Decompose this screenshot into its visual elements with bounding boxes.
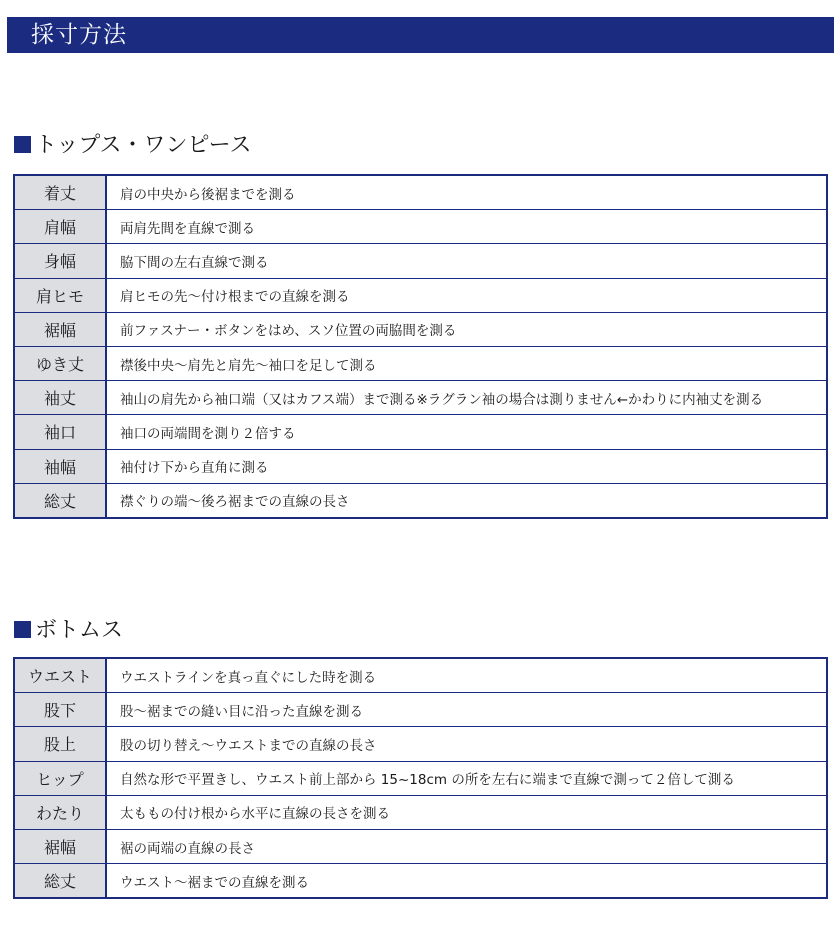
measurement-description: 前ファスナー・ボタンをはめ、スソ位置の両脇間を測る <box>106 312 827 346</box>
measurement-item-label: 袖幅 <box>14 449 106 483</box>
measurement-item-label: ウエスト <box>14 658 106 693</box>
table-row <box>14 278 827 312</box>
tops-table-body <box>14 175 827 518</box>
measurement-description: 肩の中央から後裾までを測る <box>106 175 827 210</box>
measurement-description: 袖山の肩先から袖口端（又はカフス端）まで測る※ラグラン袖の場合は測りません←かわりに内袖丈を測る <box>106 381 827 415</box>
measurement-item-label: わたり <box>14 795 106 829</box>
bottoms-heading-label: ボトムス <box>35 618 124 643</box>
table-row <box>14 829 827 863</box>
table-row <box>14 381 827 415</box>
measurement-description: 袖付け下から直角に測る <box>106 449 827 483</box>
bottoms-table-body <box>14 658 827 898</box>
table-row <box>14 795 827 829</box>
measurement-item-label: 身幅 <box>14 244 106 278</box>
tops-measurement-table <box>13 174 828 519</box>
table-row <box>14 175 827 210</box>
measurement-description: 袖口の両端間を測り２倍する <box>106 415 827 449</box>
measurement-description: 股の切り替え～ウエストまでの直線の長さ <box>106 727 827 761</box>
table-row <box>14 415 827 449</box>
measurement-item-label: ゆき丈 <box>14 346 106 380</box>
measurement-item-label: 肩幅 <box>14 210 106 244</box>
measurement-item-label: 股下 <box>14 693 106 727</box>
tops-heading-label: トップス・ワンピース <box>35 133 252 158</box>
table-row <box>14 244 827 278</box>
table-row <box>14 483 827 518</box>
table-row <box>14 864 827 899</box>
table-row <box>14 761 827 795</box>
measurement-item-label: 着丈 <box>14 175 106 210</box>
table-row <box>14 693 827 727</box>
measurement-description: 太ももの付け根から水平に直線の長さを測る <box>106 795 827 829</box>
table-row <box>14 658 827 693</box>
table-row <box>14 346 827 380</box>
measurement-description: 襟ぐりの端～後ろ裾までの直線の長さ <box>106 483 827 518</box>
measurement-description: 襟後中央～肩先と肩先～袖口を足して測る <box>106 346 827 380</box>
measurement-description: 股～裾までの縫い目に沿った直線を測る <box>106 693 827 727</box>
tops-section-heading <box>14 128 251 159</box>
table-row <box>14 312 827 346</box>
measurement-item-label: 裾幅 <box>14 829 106 863</box>
measurement-description: 裾の両端の直線の長さ <box>106 829 827 863</box>
measurement-item-label: 肩ヒモ <box>14 278 106 312</box>
measurement-item-label: 総丈 <box>14 483 106 518</box>
table-row <box>14 449 827 483</box>
measurement-item-label: ヒップ <box>14 761 106 795</box>
page-title: 採寸方法 <box>7 17 834 53</box>
square-bullet-icon <box>14 136 31 153</box>
measurement-item-label: 裾幅 <box>14 312 106 346</box>
measurement-description: ウエストラインを真っ直ぐにした時を測る <box>106 658 827 693</box>
measurement-item-label: 股上 <box>14 727 106 761</box>
measurement-item-label: 総丈 <box>14 864 106 899</box>
bottoms-section-heading <box>14 613 123 644</box>
measurement-description: 脇下間の左右直線で測る <box>106 244 827 278</box>
measurement-description: 両肩先間を直線で測る <box>106 210 827 244</box>
measurement-description: ウエスト～裾までの直線を測る <box>106 864 827 899</box>
measurement-description: 肩ヒモの先～付け根までの直線を測る <box>106 278 827 312</box>
square-bullet-icon <box>14 621 31 638</box>
bottoms-measurement-table <box>13 657 828 899</box>
measurement-description: 自然な形で平置きし、ウエスト前上部から 15~18cm の所を左右に端まで直線で測って２倍して測る <box>106 761 827 795</box>
measurement-item-label: 袖口 <box>14 415 106 449</box>
measurement-item-label: 袖丈 <box>14 381 106 415</box>
table-row <box>14 727 827 761</box>
table-row <box>14 210 827 244</box>
